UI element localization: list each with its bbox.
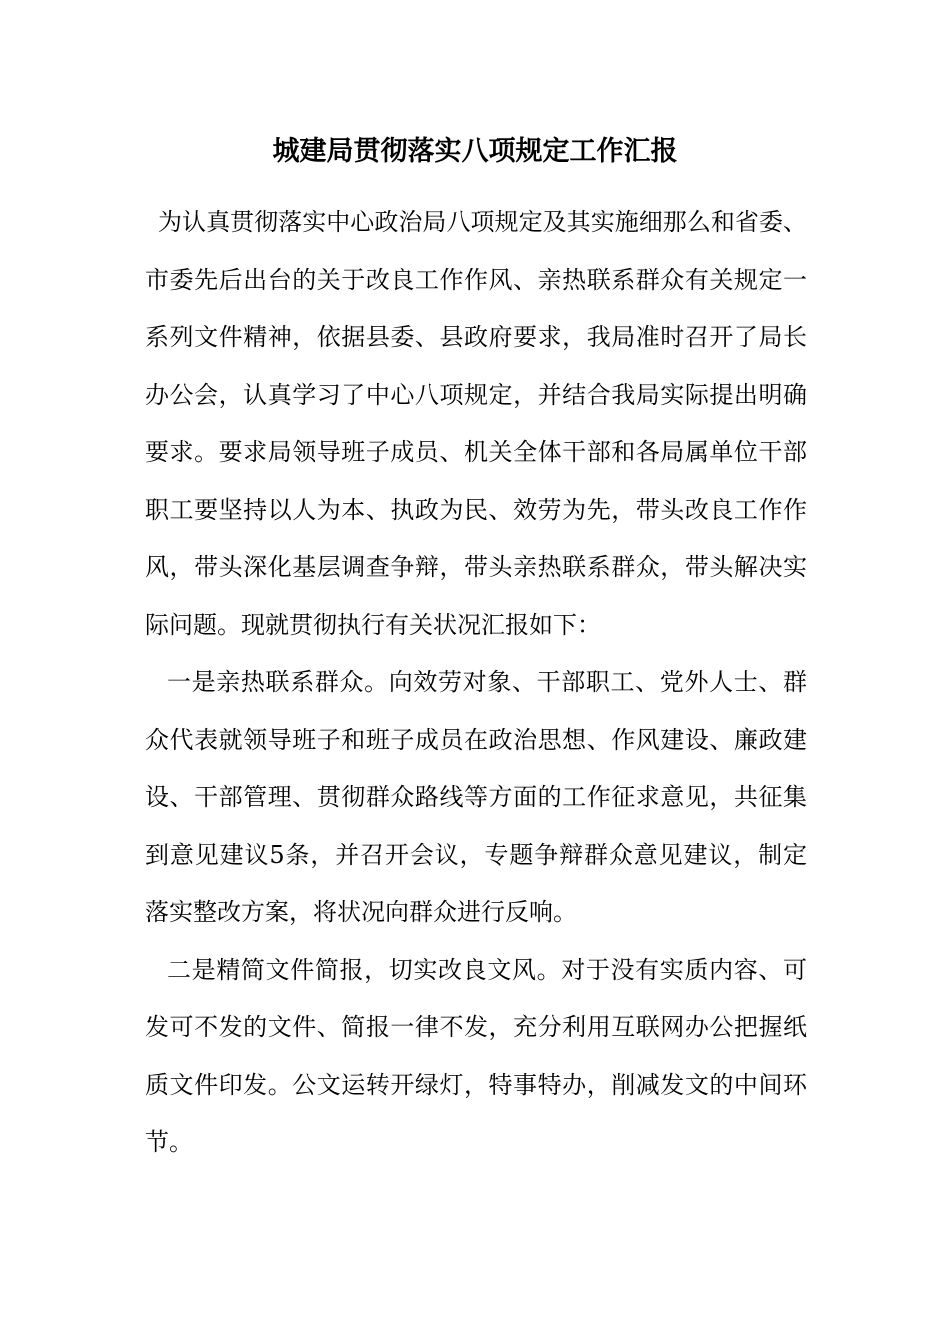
paragraph-point-two: 二是精简文件简报，切实改良文风。对于没有实质内容、可发可不发的文件、简报一律不发，充分利用互联网办公把握纸质文件印发。公文运转开绿灯，特事特办，削减发文的中间环节。 — [145, 955, 807, 1156]
document-body — [145, 194, 807, 1172]
paragraph-intro: 为认真贯彻落实中心政治局八项规定及其实施细那么和省委、市委先后出台的关于改良工作作风、亲热联系群众有关规定一系列文件精神，依据县委、县政府要求，我局准时召开了局长办公会，认真学习了中心八项规定，并结合我局实际提出明确要求。要求局领导班子成员、机关全体干部和各局属单位干部职工要坚持以人为本、执政为民、效劳为先，带头改良工作作风，带头深化基层调查争辩，带头亲热联系群众，带头解决实际问题。现就贯彻执行有关状况汇报如下： — [145, 208, 807, 639]
paragraph-point-one: 一是亲热联系群众。向效劳对象、干部职工、党外人士、群众代表就领导班子和班子成员在政治思想、作风建设、廉政建设、干部管理、贯彻群众路线等方面的工作征求意见，共征集到意见建议5条，并召开会议，专题争辩群众意见建议，制定落实整改方案，将状况向群众进行反响。 — [145, 668, 807, 926]
document-title: 城建局贯彻落实八项规定工作汇报 — [272, 136, 678, 167]
